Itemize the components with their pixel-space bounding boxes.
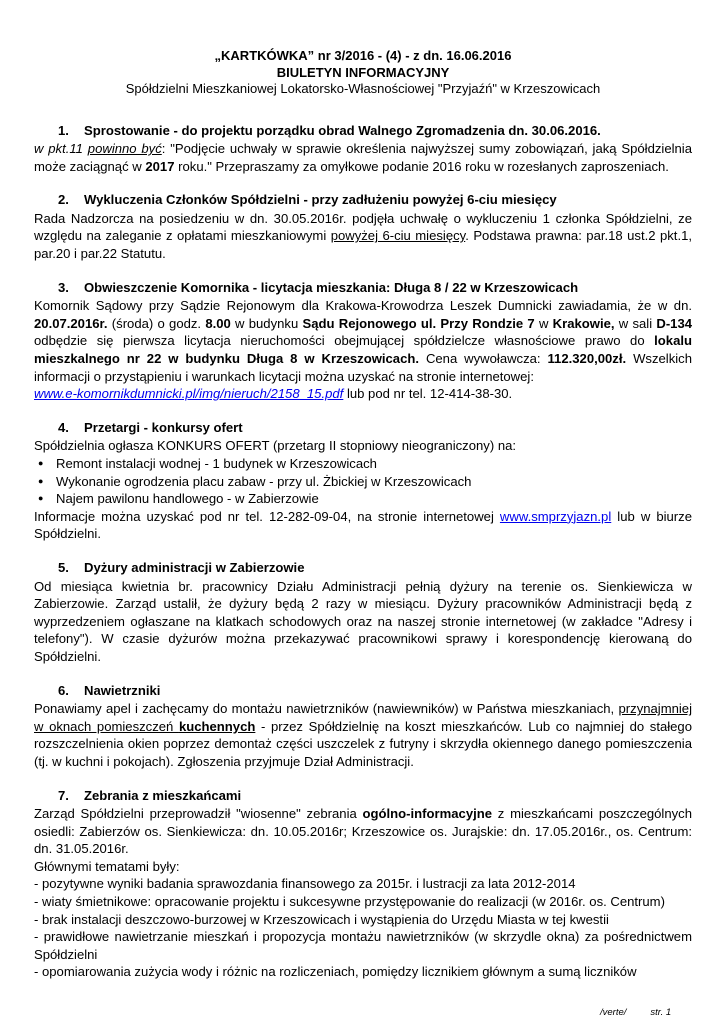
cooperative-name: Spółdzielni Mieszkaniowej Lokatorsko-Własnościowej "Przyjaźń" w Krzeszowicach [125,81,601,96]
document-header [34,48,692,98]
topics-intro: Głównymi tematami były: [34,858,180,874]
list-item: - opomiarowania zużycia wody i różnic na rozliczeniach, pomiędzy licznikiem głównym a sumą liczników [34,964,637,980]
section-2 [34,191,692,262]
section-7-text: Zarząd Spółdzielni przeprowadził "wiosenne" zebrania ogólno-informacyjne z mieszkańcami poszczególnych osiedli: Zabierzów os. Sienkiewicza: dn. 10.05.2016r; Krzeszowice os. Jurajskie: dn. 17.05.2016r., os. Centrum: dn. 31.05.2016r. [34,806,692,857]
section-6-text: Ponawiamy apel i zachęcamy do montażu nawietrzników (nawiewników) w Państwa mieszkaniach, przynajmniej w oknach pomieszczeń kuchennych - przez Spółdzielnię na koszt mieszkańców. Lub co najmniej do stałego rozszczelnienia okien poprzez demontaż części uszczelek z futryny i skrzydła okiennego danego pomieszczenia (tj. w kuchni i pokojach). Zgłoszenia przyjmuje Dział Administracji. [34,701,692,769]
list-item: - pozytywne wyniki badania sprawozdania finansowego za 2015r. i lustracji za lata 2012-2014 [34,876,576,892]
section-7 [34,787,692,982]
verte-note: /verte/ [600,1007,627,1018]
section-2-heading: 2. Wykluczenia Członków Spółdzielni - przy zadłużeniu powyżej 6-ciu miesięcy [58,192,557,208]
list-item: ● Wykonanie ogrodzenia placu zabaw - przy ul. Żbickiej w Krzeszowicach [34,473,692,491]
bulletin-number: „KARTKÓWKA” nr 3/2016 - (4) - z dn. 16.06.2016 [214,48,512,63]
section-4 [34,419,692,543]
section-5 [34,559,692,666]
section-5-heading: 5. Dyżury administracji w Zabierzowie [58,559,305,575]
section-3 [34,279,692,403]
section-6 [34,682,692,771]
section-1-text: w pkt.11 powinno być: "Podjęcie uchwały w sprawie określenia najwyższej sumy zobowiązań, jaką Spółdzielnia może zaciągnąć w 2017 roku." Przepraszamy za omyłkowe podanie 2016 roku w rozesłanych zaproszeniach. [34,141,692,174]
section-7-heading: 7. Zebrania z mieszkańcami [58,787,242,803]
website-link[interactable]: www.smprzyjazn.pl [499,508,612,524]
document-page [34,48,692,981]
list-item: - brak instalacji deszczowo-burzowej w Krzeszowicach i wystąpienia do Urzędu Miasta w tej kwestii [34,911,609,927]
section-4-heading: 4. Przetargi - konkursy ofert [58,419,243,435]
list-item: - prawidłowe nawietrzanie mieszkań i propozycja montażu nawietrzników (w skrzydle okna) za pośrednictwem Spółdzielni [34,929,692,962]
page-number: str. 1 [650,1007,672,1018]
section-2-text: Rada Nadzorcza na posiedzeniu w dn. 30.05.2016r. podjęła uchwałę o wykluczeniu 1 członka Spółdzielni, ze względu na zaleganie z opłatami mieszkaniowymi powyżej 6-ciu miesięcy. Podstawa prawna: par.18 ust.2 pkt.1, par.20 i par.22 Statutu. [34,210,693,262]
list-item: ● Najem pawilonu handlowego - w Zabierzowie [34,490,692,508]
section-4-intro: Spółdzielnia ogłasza KONKURS OFERT (przetarg II stopniowy nieograniczony) na: [34,438,517,454]
bulletin-title: BIULETYN INFORMACYJNY [276,64,450,80]
section-6-heading: 6. Nawietrzniki [58,682,161,698]
section-4-contact: Informacje można uzyskać pod nr tel. 12-282-09-04, na stronie internetowej www.smprzyjazn.pl lub w biurze Spółdzielni. [34,508,692,542]
section-3-text: Komornik Sądowy przy Sądzie Rejonowym dla Krakowa-Krowodrza Leszek Dumnicki zawiadamia, że w dn. 20.07.2016r. (środa) o godz. 8.00 w budynku Sądu Rejonowego ul. Przy Rondzie 7 w Krakowie, w sali D-134 odbędzie się pierwsza licytacja nieruchomości obejmującej spółdzielcze własnościowe prawo do lokalu mieszkalnego nr 22 w budynku Długa 8 w Krzeszowicach. Cena wywoławcza: 112.320,00zł. Wszelkich informacji o przystąpieniu i warunkach licytacji można uzyskać na stronie internetowej: www.e-komornikdumnicki.pl/img/nieruch/2158_15.pdf lub pod nr tel. 12-414-38-30. [34,298,693,402]
bailiff-link[interactable]: www.e-komornikdumnicki.pl/img/nieruch/2158_15.pdf [34,386,344,402]
tender-list [34,455,692,508]
list-item: - wiaty śmietnikowe: opracowanie projektu i sukcesywne przystępowanie do realizacji (w 2016r. os. Centrum) [34,894,665,910]
list-item: ● Remont instalacji wodnej - 1 budynek w Krzeszowicach [34,455,692,473]
section-5-text: Od miesiąca kwietnia br. pracownicy Działu Administracji pełnią dyżury na terenie os. Sienkiewicza w Zabierzowie. Zarząd ustalił, że dyżury będą 2 razy w miesiącu. Dyżury pracowników Administracji będą z wyprzedzeniem ogłaszane na klatkach schodowych oraz na naszej stronie internetowej (w zakładce "Adresy i telefony"). W czasie dyżurów można przekazywać pracownikowi sprawy i korespondencję kierowaną do Spółdzielni. [34,578,692,664]
section-3-heading: 3. Obwieszczenie Komornika - licytacja mieszkania: Długa 8 / 22 w Krzeszowicach [58,279,579,295]
section-1 [34,122,692,176]
section-1-heading: 1. Sprostowanie - do projektu porządku obrad Walnego Zgromadzenia dn. 30.06.2016. [58,122,601,138]
page-footer [600,1004,671,1022]
